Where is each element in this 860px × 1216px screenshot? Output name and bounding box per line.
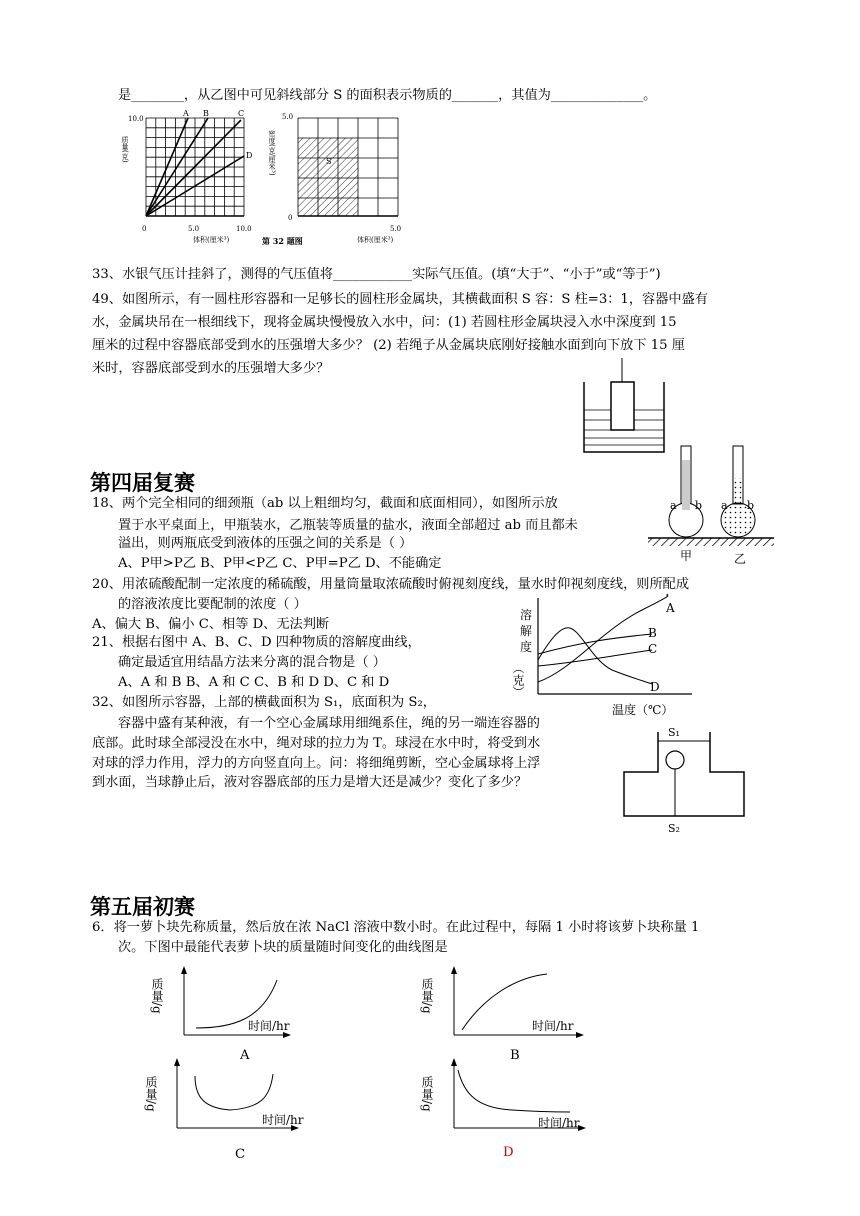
- xtick-5: 5.0: [188, 225, 200, 233]
- xlabel-temperature: 温度（℃）: [612, 703, 674, 717]
- option-label-c: C: [235, 1147, 246, 1162]
- xlabel-a: 时间/hr: [248, 1019, 290, 1033]
- xlabel-b: 时间/hr: [532, 1019, 574, 1033]
- curve-label-d: D: [650, 680, 660, 694]
- density-graph: [262, 108, 422, 248]
- question-49-line3: 厘米的过程中容器底部受到水的压强增大多少？ (2) 若绳子从金属块底刚好接触水面到向下放下 15 厘: [92, 338, 685, 353]
- curve-label-b: B: [648, 626, 657, 640]
- xtick-0: 0: [142, 225, 147, 233]
- area-label-s: S: [326, 157, 332, 166]
- ylabel-char-1: 溶: [520, 608, 533, 622]
- figure-caption: 第 32 题图: [262, 236, 303, 246]
- question-32-line1: 32、如图所示容器，上部的横截面积为 S₁，底面积为 S₂，: [92, 695, 436, 710]
- question-6-line1: 6．将一萝卜块先称质量，然后放在浓 NaCl 溶液中数小时。在此过程中，每隔 1 小时将该萝卜块称量 1: [92, 920, 700, 935]
- flask-label-b-right: b: [747, 499, 755, 512]
- line-label-b: B: [203, 109, 209, 118]
- question-21-line1: 21、根据右图中 A、B、C、D 四种物质的溶解度曲线，: [92, 635, 421, 650]
- question-20-line2: 的溶液浓度比要配制的浓度（ ）: [118, 597, 307, 612]
- question-18-line3: 溢出，则两瓶底受到液体的压强之间的关系是（ ）: [118, 536, 413, 551]
- xtick-10: 10.0: [236, 225, 252, 233]
- vessel-figure: [620, 722, 750, 837]
- ylabel-mass: 质量(克): [121, 136, 129, 163]
- ylabel-unit: （克）: [511, 662, 525, 698]
- flask-label-a-left: a: [670, 499, 677, 512]
- question-33: 33、水银气压计挂斜了，测得的气压值将____________实际气压值。(填“大于”、“小于”或“等于”): [92, 267, 661, 282]
- option-graph-b: [422, 960, 582, 1060]
- ylabel-char-3: 度: [520, 640, 533, 654]
- ylabel-c: 质量/g: [144, 1076, 158, 1112]
- question-32-line4: 对球的浮力作用，浮力的方向竖直向上。问：将细绳剪断，空心金属球将上浮: [92, 756, 541, 771]
- question-6-line2: 次。下图中最能代表萝卜块的质量随时间变化的曲线图是: [118, 940, 448, 955]
- option-label-a: A: [240, 1048, 250, 1063]
- ytick-zero-density: 0: [288, 214, 293, 222]
- flasks-figure: [648, 440, 778, 565]
- question-49-line1: 49、如图所示，有一圆柱形容器和一足够长的圆柱形金属块，其横截面积 S 容：S 柱=3：1，容器中盛有: [92, 292, 708, 307]
- option-label-b: B: [510, 1048, 520, 1063]
- fill-in-line: 是________，从乙图中可见斜线部分 S 的面积表示物质的_______，其值为______________。: [118, 88, 657, 103]
- question-18-options: A、P甲>P乙 B、P甲<P乙 C、P甲=P乙 D、不能确定: [118, 556, 442, 571]
- question-20-line1: 20、用浓硫酸配制一定浓度的稀硫酸，用量筒量取浓硫酸时俯视刻度线，量水时仰视刻度线，则所配成: [92, 577, 690, 592]
- ylabel-density: 密度(克/厘米³): [268, 130, 276, 176]
- flask-name-yi: 乙: [734, 552, 747, 566]
- xtick-5-density: 5.0: [390, 225, 402, 233]
- option-graph-d: [422, 1058, 592, 1138]
- ylabel-b: 质量/g: [420, 978, 434, 1014]
- flask-label-a-right: a: [721, 499, 728, 512]
- question-49-line2: 水，金属块吊在一根细线下，现将金属块慢慢放入水中，问：(1) 若圆柱形金属块浸入水中深度到 15: [92, 315, 677, 330]
- question-49-line4: 米时，容器底部受到水的压强增大多少？: [92, 361, 330, 376]
- line-label-a: A: [183, 109, 189, 118]
- ylabel-a: 质量/g: [150, 978, 164, 1014]
- question-32-line5: 到水面，当球静止后，液对容器底部的压力是增大还是减少？变化了多少？: [92, 775, 528, 790]
- ylabel-d: 质量/g: [420, 1076, 434, 1112]
- option-label-d-answer: D: [503, 1145, 514, 1160]
- xlabel-d: 时间/hr: [538, 1116, 580, 1130]
- question-32-line3: 底部。此时球全部浸没在水中，绳对球的拉力为 T。球浸在水中时，将受到水: [92, 736, 541, 751]
- solubility-curves-chart: [512, 590, 712, 720]
- label-s2: S₂: [668, 822, 680, 835]
- section-heading-5: 第五届初赛: [90, 895, 195, 919]
- section-heading-4: 第四届复赛: [90, 471, 195, 495]
- question-21-line2: 确定最适宜用结晶方法来分离的混合物是（ ）: [118, 655, 386, 670]
- question-32-line2: 容器中盛有某种液，有一个空心金属球用细绳系住，绳的另一端连容器的: [118, 716, 540, 731]
- mass-volume-graph: [108, 108, 268, 248]
- question-21-options: A、A 和 B B、A 和 C C、B 和 D D、C 和 D: [118, 675, 390, 690]
- xlabel-c: 时间/hr: [262, 1113, 304, 1127]
- option-graph-a: [152, 960, 292, 1060]
- line-label-d: D: [246, 151, 253, 160]
- flask-label-b-left: b: [695, 499, 703, 512]
- xlabel-volume-density: 体积(厘米³): [357, 236, 394, 244]
- flask-name-jia: 甲: [680, 549, 693, 563]
- question-18-line2: 置于水平桌面上，甲瓶装水，乙瓶装等质量的盐水，液面全部超过 ab 而且都未: [118, 518, 578, 533]
- curve-label-c: C: [648, 642, 658, 656]
- label-s1: S₁: [668, 726, 680, 739]
- ylabel-char-2: 解: [520, 624, 533, 638]
- line-label-c: C: [238, 109, 245, 118]
- question-18-line1: 18、两个完全相同的细颈瓶（ab 以上粗细均匀，截面和底面相同），如图所示放: [92, 496, 558, 511]
- ytick-top-density: 5.0: [282, 113, 294, 121]
- question-20-options: A、偏大 B、偏小 C、相等 D、无法判断: [92, 617, 330, 632]
- option-graph-c: [145, 1058, 305, 1138]
- ytick-top: 10.0: [128, 115, 144, 123]
- curve-label-a: A: [666, 601, 675, 615]
- xlabel-volume: 体积(厘米³): [193, 236, 230, 244]
